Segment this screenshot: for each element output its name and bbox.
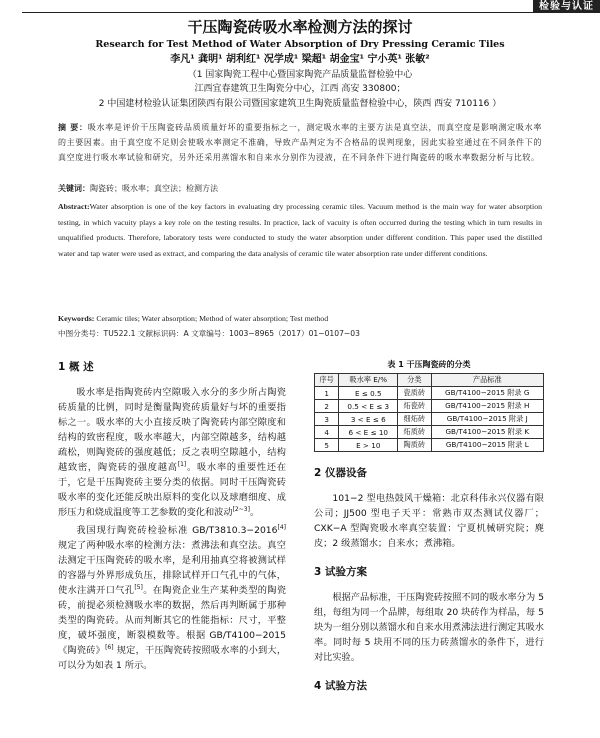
affiliation-line-3: 2 中国建材检验认证集团陕西有限公司暨国家建筑卫生陶瓷质量监督检验中心，陕西 西安 710116 ） (98, 99, 502, 109)
keywords-en-text: Ceramic tiles; Water absorption; Method of water absorption; Test method (96, 314, 329, 323)
table-row (315, 387, 544, 400)
classification-line: 中图分类号：TU522.1 文献标识码：A 文章编号：1003−8965（2017）01−0107−03 (58, 329, 360, 338)
keywords-cn (58, 181, 542, 196)
table-cell: 6 < E ≤ 10 (339, 426, 398, 439)
table-header-cell: 序号 (315, 374, 339, 387)
section-1-heading: 1 概 述 (58, 361, 94, 373)
header-rule (22, 12, 582, 13)
table-cell: GB/T4100−2015 附录 H (431, 400, 543, 413)
table-cell: GB/T4100−2015 附录 L (431, 439, 543, 452)
keywords-cn-label: 关键词： (58, 184, 90, 193)
table-cell: 炻质砖 (398, 426, 431, 439)
keywords-en (58, 311, 542, 326)
table-1-caption: 表 1 干压陶瓷砖的分类 (387, 360, 471, 369)
keywords-en-label: Keywords: (58, 314, 95, 323)
citation-ref: [2~3] (232, 505, 250, 513)
section-1-paragraph-1 (58, 385, 286, 520)
table-cell: GB/T4100−2015 附录 K (431, 426, 543, 439)
table-cell: 0.5 < E ≤ 3 (339, 400, 398, 413)
keywords-cn-text: 陶瓷砖；吸水率；真空法；检测方法 (90, 184, 218, 193)
s1-p2-a: 我国现行陶瓷砖检验标准 GB/T3810.3−2016 (76, 525, 278, 536)
section-2-paragraph: 101−2 型电热鼓风干燥箱：北京科伟永兴仪器有限公司；JJ500 型电子天平：常熟市双杰测试仪器厂；CXK−A 型陶瓷吸水率真空装置：宁夏机械研究院；麂皮；2 级蒸馏水；自来水；煮沸箱。 (314, 493, 544, 549)
table-header-cell: 产品标准 (431, 374, 543, 387)
s1-p1-end: 。 (249, 507, 260, 518)
s1-p1-text: 吸水率是指陶瓷砖内空隙吸入水分的多少所占陶瓷砖质量的比例，同时是衡量陶瓷砖质量好与坏的重要指标之一。吸水率的大小直接反映了陶瓷砖内部空隙度和结构的致密程度，吸水率越大，内部空隙越多，结构越疏松，则陶瓷砖的强度越低；反之表明空隙越小，结构越致密，陶瓷砖的强度越高 (58, 387, 286, 473)
s1-p2-d: 规定，干压陶瓷砖按照吸水率的小到大，可以分为如表 1 所示。 (58, 645, 287, 671)
section-3-paragraph: 根据产品标准，干压陶瓷砖按照不同的吸水率分为 5 组，每组为同一个品牌，每组取 20 块砖作为样品，每 5 块为一组分别以蒸馏水和自来水用煮沸法进行测定其吸水率。同时每 5 块用不同的压力砖蒸馏水的条件下，进行对比实验。 (314, 592, 544, 663)
abstract-cn-label: 摘 要： (58, 123, 88, 132)
running-header (22, 0, 600, 14)
table-cell: 细炻砖 (398, 413, 431, 426)
table-cell: 3 (315, 413, 339, 426)
s1-p2-b: 规定了两种吸水率的检测方法：煮沸法和真空法。真空法测定干压陶瓷砖的吸水率，是利用抽真空将被测试样的容器与外界形成负压，排除试样开口气孔中的气体，使水注满开口气孔 (58, 540, 286, 596)
table-row (315, 439, 544, 452)
table-row (315, 400, 544, 413)
author-list: 李凡¹ 龚明¹ 胡利红¹ 况学成¹ 梁超¹ 胡金宝¹ 宁小英¹ 张敏² (170, 54, 430, 65)
table-cell: 炻瓷砖 (398, 400, 431, 413)
paper-title-cn: 干压陶瓷砖吸水率检测方法的探讨 (187, 18, 413, 36)
table-cell: 5 (315, 439, 339, 452)
abstract-en-label: Abstract: (58, 202, 90, 211)
table-cell: 瓷质砖 (398, 387, 431, 400)
table-row (315, 413, 544, 426)
journal-section-tag: 检验与认证 (533, 0, 600, 13)
abstract-en (58, 199, 542, 309)
citation-ref: [1] (177, 460, 187, 468)
table-cell: GB/T4100−2015 附录 J (431, 413, 543, 426)
table-header-cell: 分类 (398, 374, 431, 387)
table-cell: 2 (315, 400, 339, 413)
abstract-cn-text: 吸水率是评价干压陶瓷砖品质质量好坏的重要指标之一，测定吸水率的主要方法是真空法，而真空度是影响测定吸水率的主要因素。由于真空度不足则会使吸水率测定不准确，导致产品判定为不合格品的误判现象，因此实验室通过在不同条件下的真空度进行吸水率试验和研究，另外还采用蒸馏水和自来水分别作为浸液，在不同条件下进行陶瓷砖的吸水率数据分析与比较。 (58, 123, 542, 162)
section-3-heading: 3 试验方案 (314, 566, 367, 578)
table-cell: 1 (315, 387, 339, 400)
table-cell: E ≤ 0.5 (339, 387, 398, 400)
table-header-cell: 吸水率 E/% (339, 374, 398, 387)
section-2-heading: 2 仪器设备 (314, 467, 367, 479)
table-cell: 4 (315, 426, 339, 439)
abstract-en-text: Water absorption is one of the key factors in evaluating dry processing ceramic tiles. Vacuum method is the main way for water absorption testing, in which vacuity plays a key role on the testing results. In practice, lack of vacuity is often occurred during the testing which in turn results in unqualified products. Therefore, laboratory tests were conducted to study the water absorption under different condition. This paper used the distilled water and tap water were used as extract, and comparing the data analysis of ceramic tile water absorption rate under different conditions. (58, 202, 542, 258)
affiliation-line-1: （1 国家陶瓷工程中心暨国家陶瓷产品质量监督检验中心 (187, 70, 413, 80)
table-cell: 陶质砖 (398, 439, 431, 452)
table-cell: 3 < E ≤ 6 (339, 413, 398, 426)
table-row (315, 426, 544, 439)
table-cell: E > 10 (339, 439, 398, 452)
section-4-heading: 4 试验方法 (314, 680, 367, 692)
citation-ref: [4] (277, 523, 286, 531)
table-cell: GB/T4100−2015 附录 G (431, 387, 543, 400)
s1-p1-tail: 。吸水率的重要性还在于，它是干压陶瓷砖主要分类的依据。同时干压陶瓷砖吸水率的变化还能反映出原料的变化以及球磨细度、成形压力和烧成温度等工艺参数的变化和波动 (58, 462, 287, 518)
s1-p2-c: 。在陶瓷企业生产某种类型的陶瓷砖，前提必须检测吸水率的数据，然后再判断属于那种类型的陶瓷砖。从而判断其它的性能指标：尺寸，平整度，破坏强度，断裂模数等。根据 GB/T4100−2015《陶瓷砖》 (58, 585, 287, 656)
table-1-classification (314, 373, 544, 452)
left-column (58, 350, 286, 673)
table-header-row (315, 374, 544, 387)
citation-ref: [5] (134, 583, 143, 591)
affiliation-line-2: 江西宜春建筑卫生陶瓷分中心，江西 高安 330800； (194, 84, 406, 94)
section-1-paragraph-2 (58, 523, 286, 673)
right-column (314, 350, 544, 693)
citation-ref: [6] (105, 643, 114, 651)
paper-title-en: Research for Test Method of Water Absorption of Dry Pressing Ceramic Tiles (95, 39, 505, 50)
abstract-cn (58, 120, 542, 180)
